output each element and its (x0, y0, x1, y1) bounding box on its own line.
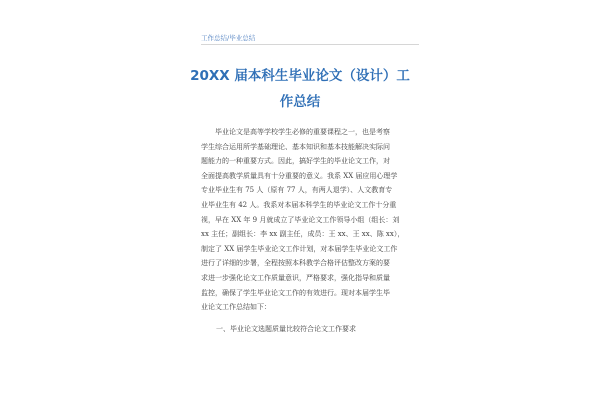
document-title (180, 63, 420, 115)
body-line: 监控，确保了学生毕业论文工作的有效进行。现对本届学生毕 (201, 288, 390, 297)
header-divider (201, 44, 419, 45)
body-line: xx 主任；副组长：李 xx 副主任，成员：王 xx、王 xx、陈 xx）， (201, 230, 405, 239)
section-heading: 一、毕业论文选题质量比较符合论文工作要求 (216, 325, 356, 333)
body-paragraph (201, 125, 406, 315)
breadcrumb[interactable]: 工作总结/毕业总结 (201, 34, 256, 42)
body-line: 视，早在 XX 年 9 月就成立了毕业论文工作领导小组（组长：刘 (201, 215, 400, 224)
body-line: 业毕业生有 42 人。我系对本届本科学生的毕业论文工作十分重 (201, 200, 397, 209)
body-line: 求进一步强化论文工作质量意识，严格要求，强化指导和质量 (201, 273, 390, 282)
title-line: 20XX 届本科生毕业论文（设计）工 (190, 68, 410, 84)
body-line: 学生综合运用所学基础理论、基本知识和基本技能解决实际问 (201, 142, 390, 151)
body-line: 毕业论文是高等学校学生必修的重要课程之一，也是考察 (201, 128, 390, 136)
body-line: 制定了 XX 届学生毕业论文工作计划，对本届学生毕业论文工作 (201, 244, 398, 253)
title-line: 作总结 (279, 94, 321, 110)
body-line: 题能力的一种重要方式。因此，搞好学生的毕业论文工作，对 (201, 157, 390, 166)
body-line: 业论文工作总结如下： (201, 303, 271, 312)
body-line: 进行了详细的步署，全程按照本科教学合格评估整改方案的要 (201, 259, 390, 268)
body-line: 全面提高教学质量具有十分重要的意义。我系 XX 届应用心理学 (201, 171, 398, 180)
body-line: 专业毕业生有 75 人（原有 77 人，有两人退学）、人文教育专 (201, 186, 393, 195)
